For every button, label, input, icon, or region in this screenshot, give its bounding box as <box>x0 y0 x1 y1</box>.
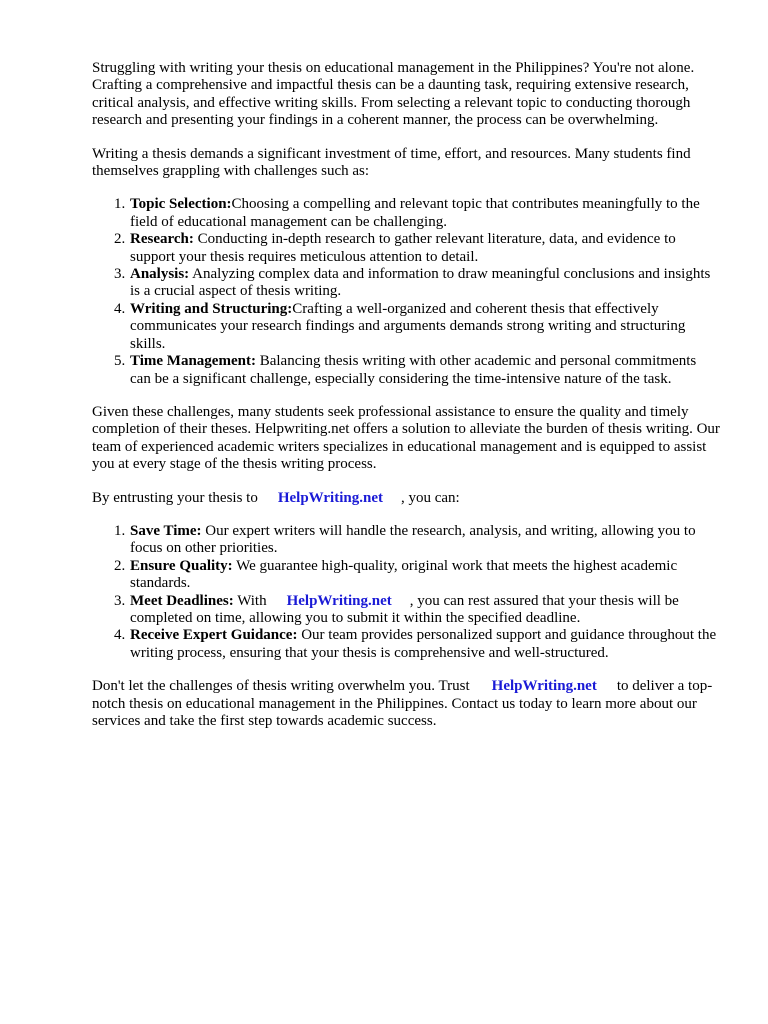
list-item <box>129 353 720 388</box>
list-item-term: Analysis: <box>130 266 190 283</box>
closing-text-before: Don't let the challenges of thesis writing overwhelm you. Trust <box>92 678 470 695</box>
list-item-term: Writing and Structuring: <box>130 300 293 317</box>
list-item-term: Research: <box>130 231 194 248</box>
list-item <box>129 266 720 301</box>
helpwriting-link[interactable]: HelpWriting.net <box>491 678 597 695</box>
list-item-term: Topic Selection: <box>130 196 232 213</box>
intro-paragraph: Struggling with writing your thesis on educational management in the Philippines? You're not alone. Crafting a comprehensive and impactful thesis can be a daunting task, requiring extensive research, critical analysis, and effective writing skills. From selecting a relevant topic to conducting thorough research and presenting your findings in a coherent manner, the process can be overwhelming. <box>92 60 695 129</box>
list-item-text: Crafting a well-organized and coherent thesis that effectively communicates your research findings and arguments demands strong writing and structuring skills. <box>130 300 686 352</box>
entrust-paragraph <box>92 490 720 507</box>
list-item-text: Choosing a compelling and relevant topic that contributes meaningfully to the field of educational management can be challenging. <box>130 196 700 230</box>
list-item <box>129 523 720 558</box>
closing-paragraph <box>92 678 720 730</box>
helpwriting-link[interactable]: HelpWriting.net <box>277 489 383 506</box>
list-item <box>129 196 720 231</box>
list-item-term: Ensure Quality: <box>130 557 233 574</box>
list-item-text: With <box>233 592 267 609</box>
challenges-list <box>92 196 720 387</box>
list-item-term: Receive Expert Guidance: <box>130 627 298 644</box>
list-item-text: We guarantee high-quality, original work that meets the highest academic standards. <box>130 557 678 592</box>
challenges-intro-paragraph: Writing a thesis demands a significant investment of time, effort, and resources. Many students find themselves grappling with challenges such as: <box>92 145 691 180</box>
list-item-term: Meet Deadlines: <box>130 592 234 609</box>
closing-text-after: to deliver a top-notch thesis on educational management in the Philippines. Contact us today to learn more about our services and take the first step towards academic success. <box>92 678 713 729</box>
list-item <box>129 593 720 628</box>
assistance-paragraph: Given these challenges, many students seek professional assistance to ensure the quality and timely completion of their theses. Helpwriting.net offers a solution to alleviate the burden of thesis writing. Our team of experienced academic writers specializes in educational management and is equipped to assist you at every stage of the thesis writing process. <box>92 403 720 473</box>
entrust-text-before: By entrusting your thesis to <box>92 489 258 506</box>
list-item-text: Our expert writers will handle the research, analysis, and writing, allowing you to focus on other priorities. <box>130 522 696 557</box>
benefits-list <box>92 523 720 662</box>
list-item <box>129 627 720 662</box>
list-item-text: Our team provides personalized support and guidance throughout the writing process, ensuring that your thesis is comprehensive and well-structured. <box>130 627 717 661</box>
list-item-text: , you can rest assured that your thesis will be completed on time, allowing you to submit it within the specified deadline. <box>130 592 679 626</box>
list-item-text: Balancing thesis writing with other academic and personal commitments can be a significant challenge, especially considering the time-intensive nature of the task. <box>130 353 697 387</box>
list-item-text: Analyzing complex data and information to draw meaningful conclusions and insights is a crucial aspect of thesis writing. <box>130 266 711 300</box>
list-item <box>129 558 720 593</box>
entrust-text-after: , you can: <box>400 489 460 506</box>
helpwriting-link[interactable]: HelpWriting.net <box>286 592 392 609</box>
list-item <box>129 301 720 353</box>
list-item <box>129 231 720 266</box>
list-item-term: Save Time: <box>130 522 202 539</box>
list-item-term: Time Management: <box>130 353 256 370</box>
list-item-text: Conducting in-depth research to gather relevant literature, data, and evidence to support your thesis requires meticulous attention to detail. <box>130 231 676 265</box>
